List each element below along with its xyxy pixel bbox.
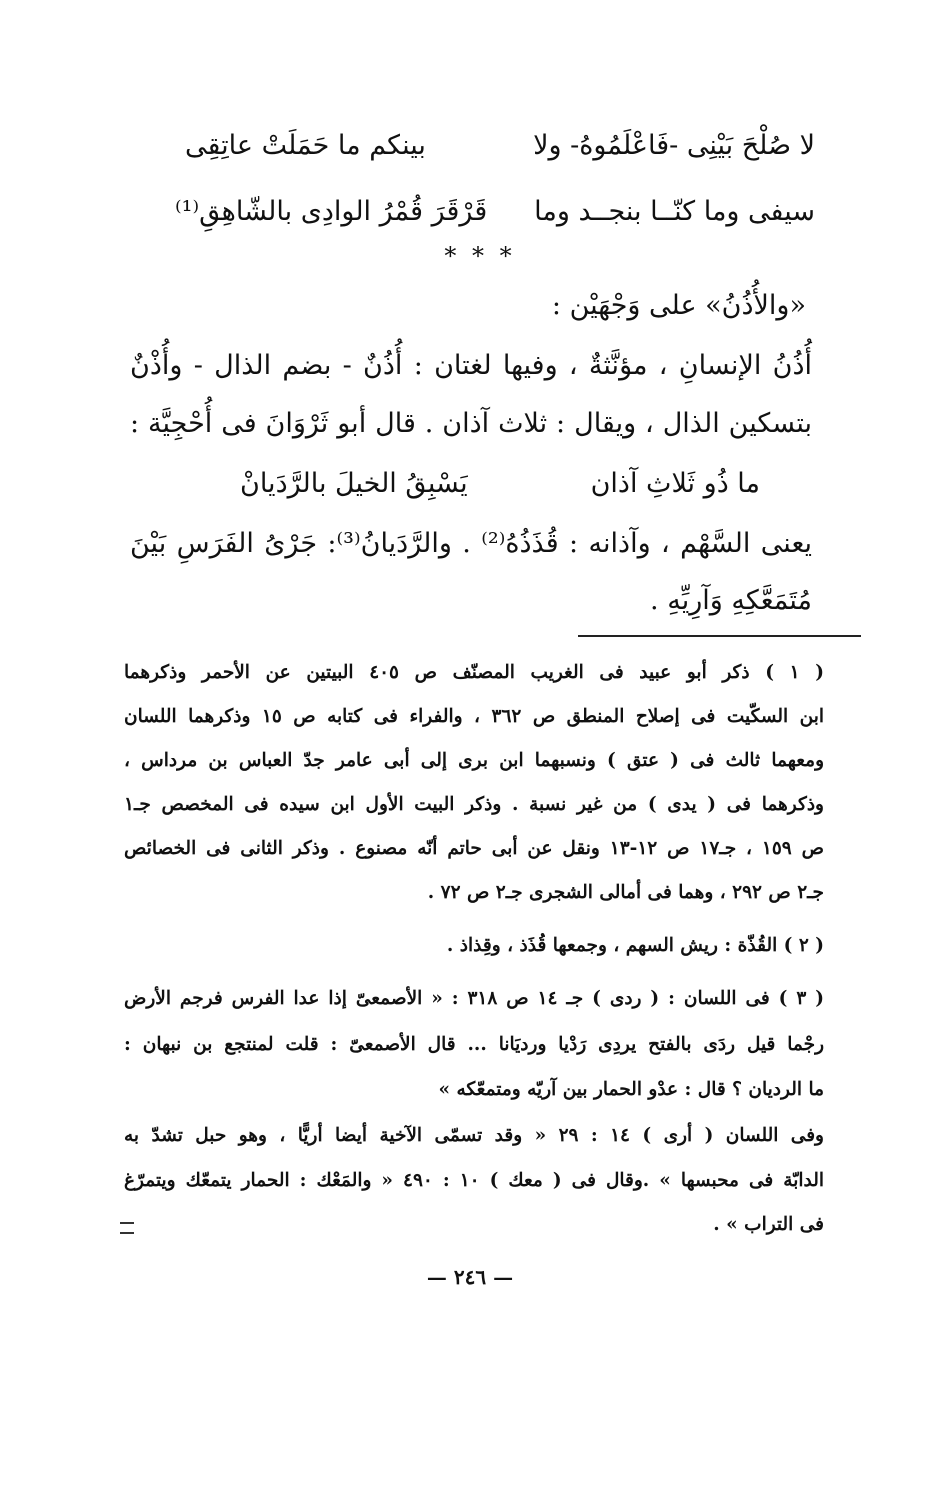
hemistich-left: بينكم ما حَمَلَتْ عاتِقِى [185, 130, 426, 161]
footnote-line: جـ٢ ص ٢٩٢ ، وهما فى أمالى الشجرى جـ٢ ص ٧٢ . [427, 882, 824, 903]
body-line: بتسكين الذال ، ويقال : ثلاث آذان . قال أبو ثَرْوَانَ فى أُحْجِيَّة : [130, 408, 812, 439]
page-number: — ٢٤٦ — [426, 1265, 514, 1289]
entry-heading: «والأُذُنُ» على وَجْهَيْن : [551, 290, 806, 321]
equals-mark [120, 1222, 134, 1234]
poem-line-2 [175, 196, 815, 227]
footnote-line: الدابّة فى محبسها » .وقال فى ( معك ) ١٠ : ٤٩٠ « والمَعْك : الحمار يتمعّك ويتمرّغ [124, 1170, 824, 1191]
footnote-line: ما الرديان ؟ قال : عدْو الحمار بين آريّه ومتمعّكه » [438, 1079, 824, 1100]
footnote-line: ومعهما ثالث فى ( عتق ) ونسبهما ابن برى إلى أبى عامر جدّ العباس بن مرداس ، [124, 750, 824, 771]
hemistich-right: لا صُلْحَ بَيْنِى -فَاعْلَمُوهُ- ولا [533, 130, 815, 161]
footnote-line: وفى اللسان ( أرى ) ١٤ : ٢٩ « وقد تسمّى الآخية أيضا أريًّا ، وهو حبل تشدّ به [124, 1125, 824, 1146]
footnote-rule [578, 635, 861, 637]
body-line: أُذُنُ الإنسانِ ، مؤنَّثةٌ ، وفيها لغتان : أُذُنٌ - بضم الذال - وأُذْنٌ [130, 350, 812, 381]
footnote-line: ابن السكّيت فى إصلاح المنطق ص ٣٦٢ ، والفراء فى كتابه ص ١٥ وذكرهما اللسان [124, 706, 824, 727]
footnote-line: رجْما قيل ردَى بالفتح يردِى رَدْيا ورديَانا ... قال الأصمعىّ : قلت لمنتجع بن نبهان : [124, 1034, 824, 1055]
body-line: مُتَمَعَّكِهِ وَآرِيِّهِ . [650, 585, 812, 616]
hemistich-right: ما ذُو ثَلاثِ آذان [590, 468, 760, 499]
hemistich-left: يَسْبِقُ الخيلَ بالرَّدَيانْ [240, 468, 468, 499]
hemistich-right: سيفى وما كنّــا بنجــد وما [534, 196, 815, 227]
poem-line-1 [185, 130, 815, 161]
footnote-line: ( ٣ ) فى اللسان : ( ردى ) جـ ١٤ ص ٣١٨ : « الأصمعىّ إذا عدا الفرس فرجم الأرض [124, 988, 824, 1009]
footnote-line: فى التراب » . [713, 1214, 824, 1235]
footnote-line: ص ١٥٩ ، جـ١٧ ص ١٢-١٣ ونقل عن أبى حاتم أنّه مصنوع . وذكر الثانى فى الخصائص [124, 838, 825, 859]
footnote-line: وذكرهما فى ( يدى ) من غير نسبة . وذكر البيت الأول ابن سيده فى المخصص جـ١ [124, 794, 824, 815]
hemistich-left: قَرْقَرَ قُمْرُ الوادِى بالشّاهِقِ⁽¹⁾ [175, 196, 488, 227]
body-line: يعنى السَّهْم ، وآذانه : قُذَذُهُ⁽²⁾ . والرَّدَيانُ⁽³⁾: جَرْىُ الفَرَسِ بَيْنَ [130, 528, 812, 559]
section-separator: * * * [444, 242, 516, 270]
footnote-line: ( ١ ) ذكر أبو عبيد فى الغريب المصنّف ص ٤٠٥ البيتين عن الأحمر وذكرهما [124, 662, 824, 683]
poem-line-3 [240, 468, 760, 499]
footnote-2: ( ٢ ) القُذّة : ريش السهم ، وجمعها قُذَذ ، وقِذاذ . [446, 935, 824, 956]
